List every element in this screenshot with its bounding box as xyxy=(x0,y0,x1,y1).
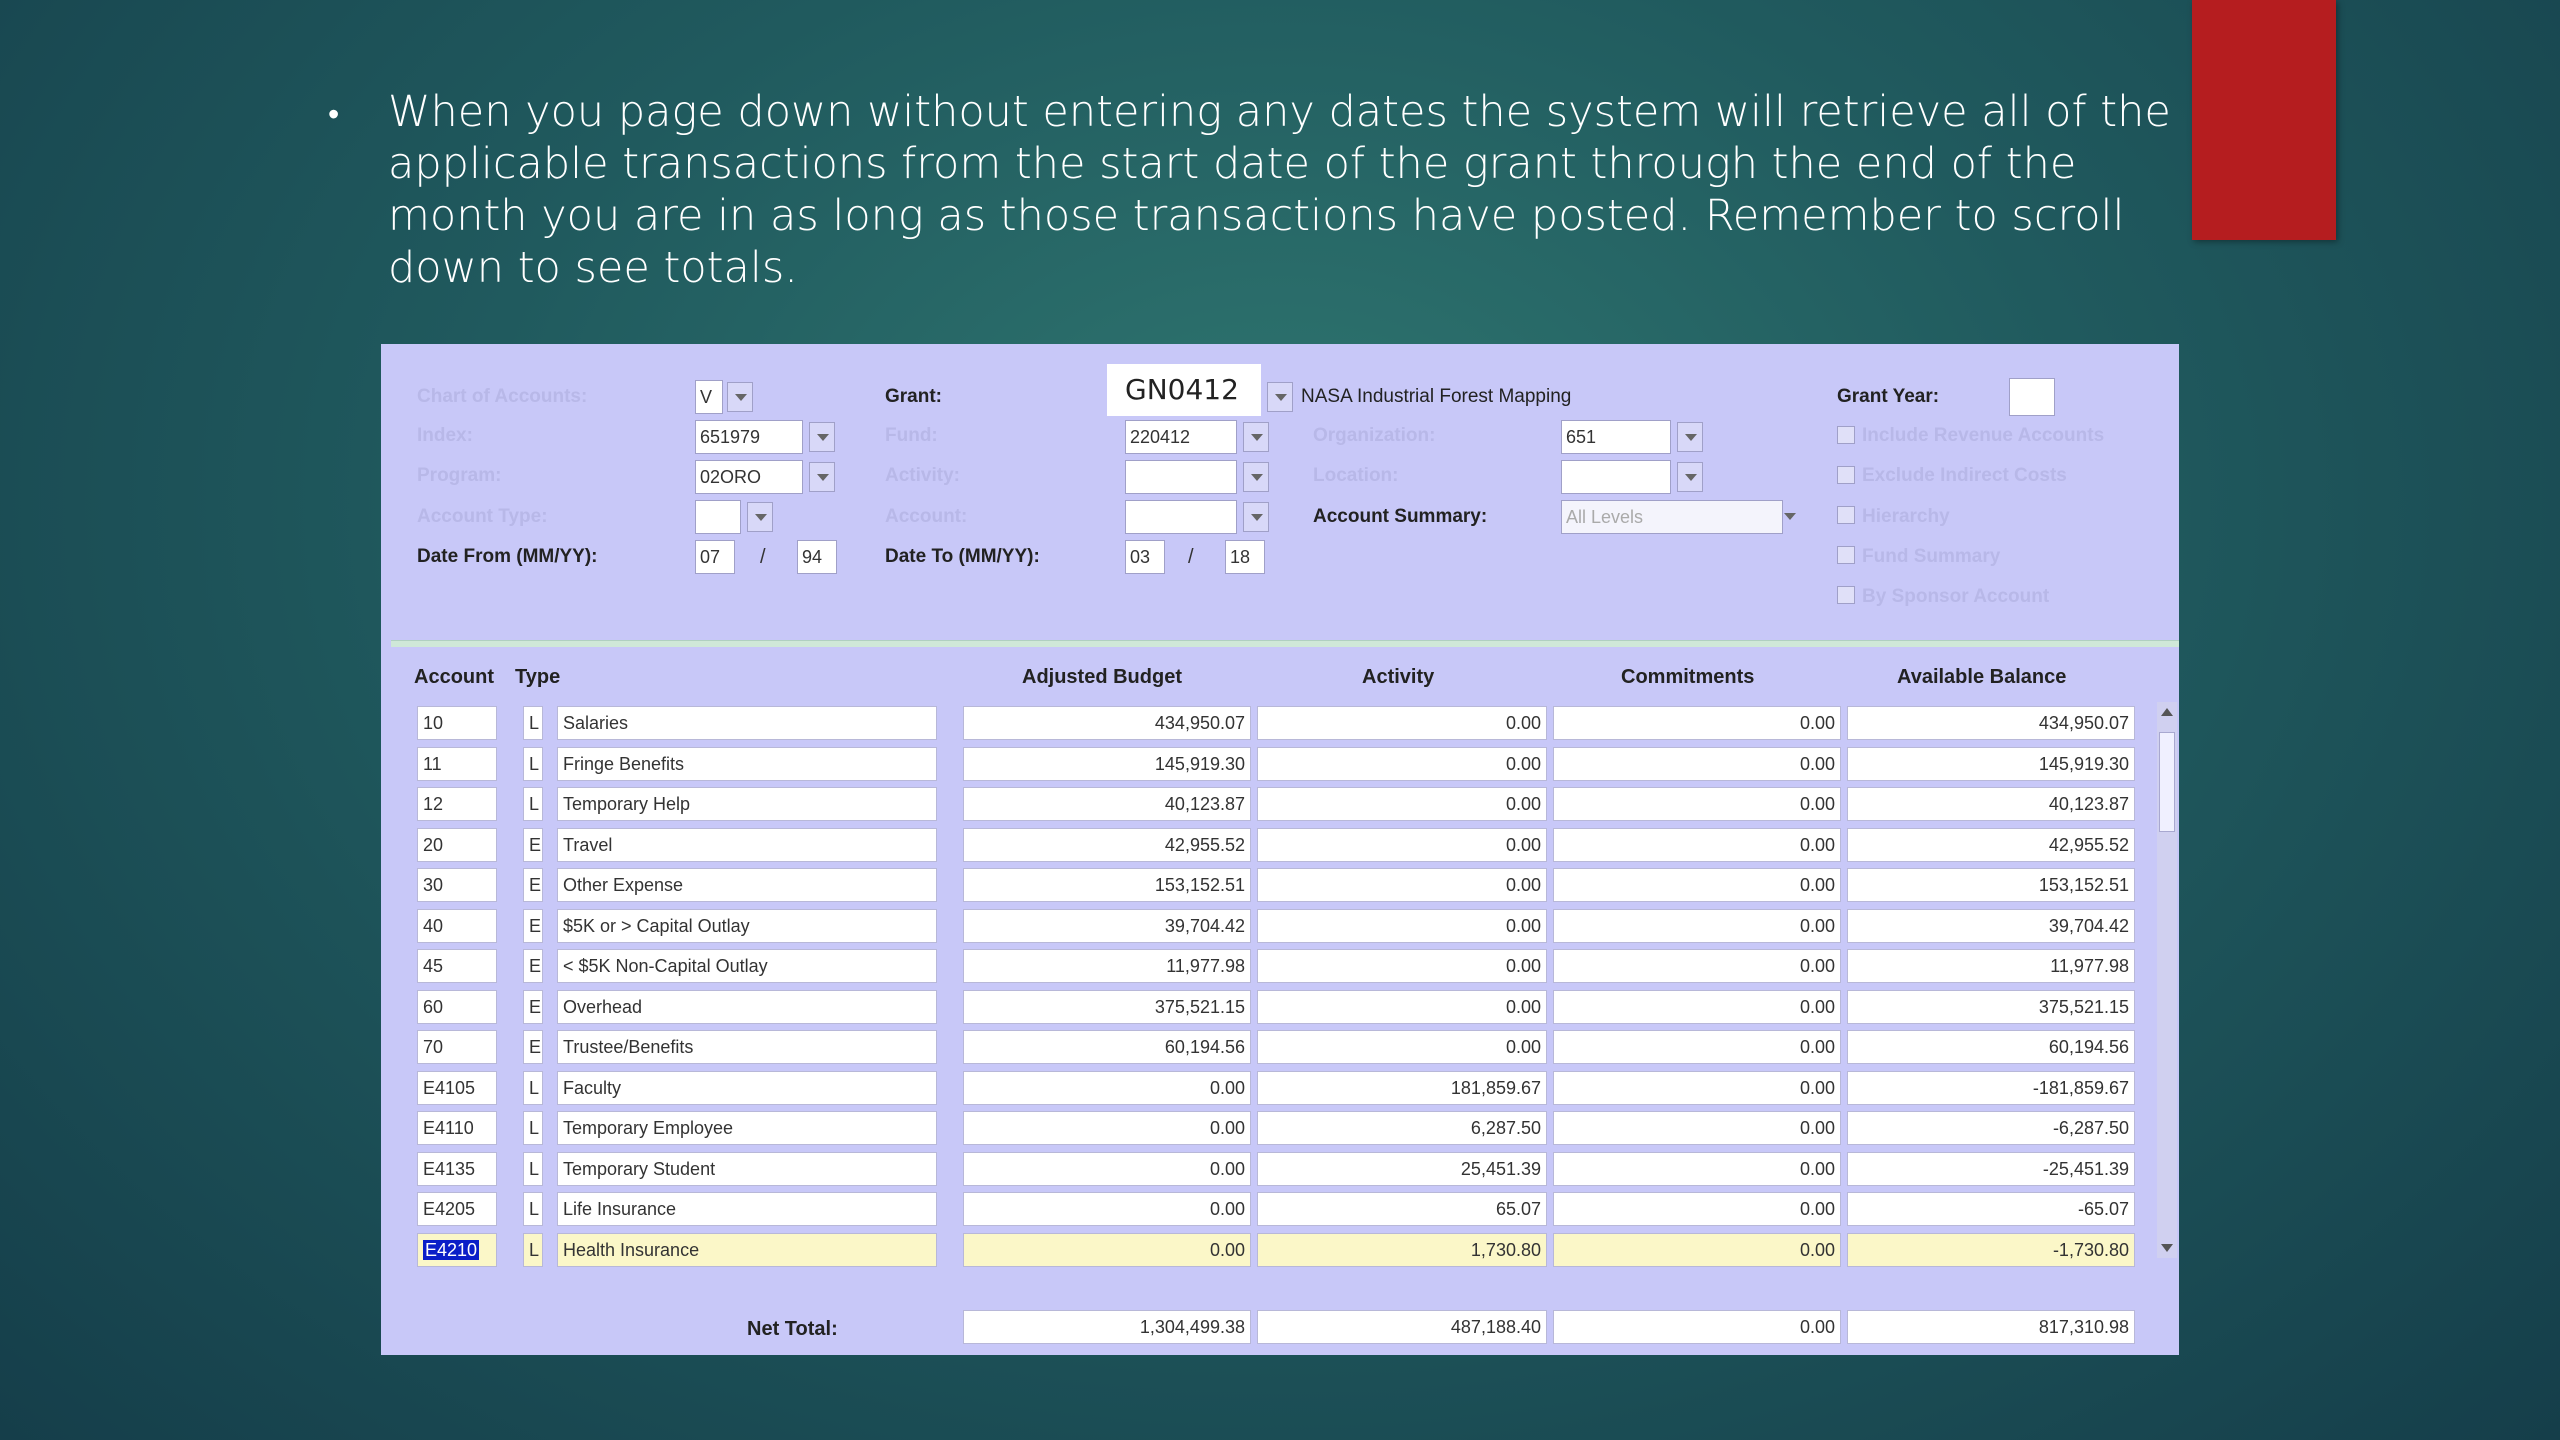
type-cell[interactable]: L xyxy=(523,747,543,781)
description-cell[interactable]: Faculty xyxy=(557,1071,937,1105)
organization-label: Organization: xyxy=(1313,425,1436,446)
description-cell[interactable]: Salaries xyxy=(557,706,937,740)
program-label: Program: xyxy=(417,465,502,486)
available-balance-cell[interactable]: -65.07 xyxy=(1847,1192,2135,1226)
grant-field[interactable]: GN0412 xyxy=(1107,364,1261,416)
hierarchy-checkbox[interactable] xyxy=(1837,506,1855,524)
commitments-cell[interactable]: 0.00 xyxy=(1553,1233,1841,1267)
scroll-down-icon[interactable] xyxy=(2161,1244,2173,1252)
available-balance-cell[interactable]: 153,152.51 xyxy=(1847,868,2135,902)
commitments-cell[interactable]: 0.00 xyxy=(1553,747,1841,781)
description-cell[interactable]: Fringe Benefits xyxy=(557,747,937,781)
type-cell[interactable]: L xyxy=(523,787,543,821)
account-type-field[interactable] xyxy=(695,500,741,534)
available-balance-cell[interactable]: 434,950.07 xyxy=(1847,706,2135,740)
available-balance-cell[interactable]: 60,194.56 xyxy=(1847,1030,2135,1064)
activity-cell[interactable]: 181,859.67 xyxy=(1257,1071,1547,1105)
table-row[interactable] xyxy=(381,868,2179,904)
grant-dropdown-icon[interactable] xyxy=(1267,382,1293,412)
index-dropdown-icon[interactable] xyxy=(809,422,835,452)
available-balance-cell[interactable]: -1,730.80 xyxy=(1847,1233,2135,1267)
fund-label: Fund: xyxy=(885,425,938,446)
commitments-cell[interactable]: 0.00 xyxy=(1553,1111,1841,1145)
activity-dropdown-icon[interactable] xyxy=(1243,462,1269,492)
available-balance-cell[interactable]: -25,451.39 xyxy=(1847,1152,2135,1186)
description-cell[interactable]: $5K or > Capital Outlay xyxy=(557,909,937,943)
activity-cell[interactable]: 0.00 xyxy=(1257,949,1547,983)
account-type-dropdown-icon[interactable] xyxy=(747,502,773,532)
description-cell[interactable]: Trustee/Benefits xyxy=(557,1030,937,1064)
table-row[interactable] xyxy=(381,990,2179,1026)
account-summary-label: Account Summary: xyxy=(1313,506,1488,527)
activity-cell[interactable]: 0.00 xyxy=(1257,828,1547,862)
table-row[interactable] xyxy=(381,706,2179,742)
net-total-balance: 817,310.98 xyxy=(1847,1310,2135,1344)
activity-cell[interactable]: 6,287.50 xyxy=(1257,1111,1547,1145)
commitments-cell[interactable]: 0.00 xyxy=(1553,1192,1841,1226)
net-total-activity: 487,188.40 xyxy=(1257,1310,1547,1344)
account-cell[interactable]: 40 xyxy=(417,909,497,943)
table-row[interactable] xyxy=(381,1111,2179,1147)
location-label: Location: xyxy=(1313,465,1399,486)
activity-cell[interactable]: 1,730.80 xyxy=(1257,1233,1547,1267)
description-cell[interactable]: Temporary Help xyxy=(557,787,937,821)
adjusted-budget-cell[interactable]: 60,194.56 xyxy=(963,1030,1251,1064)
activity-cell[interactable]: 65.07 xyxy=(1257,1192,1547,1226)
description-cell[interactable]: Other Expense xyxy=(557,868,937,902)
program-field[interactable]: 02ORO xyxy=(695,460,803,494)
date-from-slash: / xyxy=(760,546,766,568)
account-cell[interactable]: E4135 xyxy=(417,1152,497,1186)
table-row[interactable] xyxy=(381,1152,2179,1188)
adjusted-budget-cell[interactable]: 0.00 xyxy=(963,1192,1251,1226)
header-type: Type xyxy=(515,666,561,688)
table-row[interactable] xyxy=(381,1192,2179,1228)
account-summary-dropdown-icon[interactable] xyxy=(1777,502,1803,532)
date-from-label: Date From (MM/YY): xyxy=(417,546,598,567)
include-revenue-checkbox[interactable] xyxy=(1837,426,1855,444)
activity-cell[interactable]: 0.00 xyxy=(1257,747,1547,781)
adjusted-budget-cell[interactable]: 39,704.42 xyxy=(963,909,1251,943)
activity-cell[interactable]: 25,451.39 xyxy=(1257,1152,1547,1186)
available-balance-cell[interactable]: 42,955.52 xyxy=(1847,828,2135,862)
date-to-year-field[interactable]: 18 xyxy=(1225,540,1265,574)
slide-bullet: • xyxy=(328,96,340,132)
commitments-cell[interactable]: 0.00 xyxy=(1553,1152,1841,1186)
available-balance-cell[interactable]: 40,123.87 xyxy=(1847,787,2135,821)
commitments-cell[interactable]: 0.00 xyxy=(1553,1030,1841,1064)
available-balance-cell[interactable]: 39,704.42 xyxy=(1847,909,2135,943)
date-from-year-field[interactable]: 94 xyxy=(797,540,837,574)
account-cell[interactable]: 12 xyxy=(417,787,497,821)
adjusted-budget-cell[interactable]: 11,977.98 xyxy=(963,949,1251,983)
type-cell[interactable]: L xyxy=(523,1192,543,1226)
header-activity: Activity xyxy=(1362,666,1435,688)
account-cell[interactable]: 11 xyxy=(417,747,497,781)
available-balance-cell[interactable]: -6,287.50 xyxy=(1847,1111,2135,1145)
activity-field[interactable] xyxy=(1125,460,1237,494)
adjusted-budget-cell[interactable]: 0.00 xyxy=(963,1071,1251,1105)
header-account: Account xyxy=(414,666,494,688)
activity-cell[interactable]: 0.00 xyxy=(1257,868,1547,902)
account-cell[interactable]: 45 xyxy=(417,949,497,983)
account-cell[interactable]: E4105 xyxy=(417,1071,497,1105)
organization-field[interactable]: 651 xyxy=(1561,420,1671,454)
section-divider xyxy=(391,640,2179,647)
adjusted-budget-cell[interactable]: 153,152.51 xyxy=(963,868,1251,902)
account-cell[interactable]: 70 xyxy=(417,1030,497,1064)
account-cell[interactable]: 30 xyxy=(417,868,497,902)
account-cell[interactable]: 10 xyxy=(417,706,497,740)
grant-inquiry-form xyxy=(381,344,2179,1355)
location-dropdown-icon[interactable] xyxy=(1677,462,1703,492)
type-cell[interactable]: E xyxy=(523,868,543,902)
adjusted-budget-cell[interactable]: 42,955.52 xyxy=(963,828,1251,862)
adjusted-budget-cell[interactable]: 40,123.87 xyxy=(963,787,1251,821)
date-from-month-field[interactable]: 07 xyxy=(695,540,735,574)
type-cell[interactable]: L xyxy=(523,1111,543,1145)
adjusted-budget-cell[interactable]: 0.00 xyxy=(963,1233,1251,1267)
net-total-label: Net Total: xyxy=(747,1318,838,1340)
adjusted-budget-cell[interactable]: 145,919.30 xyxy=(963,747,1251,781)
activity-cell[interactable]: 0.00 xyxy=(1257,909,1547,943)
type-cell[interactable]: L xyxy=(523,1071,543,1105)
header-adjusted-budget: Adjusted Budget xyxy=(1022,666,1182,688)
chart-of-accounts-dropdown-icon[interactable] xyxy=(727,382,753,412)
scroll-thumb[interactable] xyxy=(2159,732,2175,832)
chart-of-accounts-field[interactable]: V xyxy=(695,380,723,414)
slide-text: When you page down without entering any dates the system will retrieve all of the applicable transactions from the start date of the grant through the end of the month you are in as long as those transactions have posted. Remember to scroll down to see totals. xyxy=(388,87,2171,293)
type-cell[interactable]: E xyxy=(523,1030,543,1064)
fund-summary-checkbox[interactable] xyxy=(1837,546,1855,564)
fund-dropdown-icon[interactable] xyxy=(1243,422,1269,452)
type-cell[interactable]: E xyxy=(523,990,543,1024)
commitments-cell[interactable]: 0.00 xyxy=(1553,990,1841,1024)
commitments-cell[interactable]: 0.00 xyxy=(1553,828,1841,862)
activity-cell[interactable]: 0.00 xyxy=(1257,706,1547,740)
account-label: Account: xyxy=(885,506,968,527)
activity-cell[interactable]: 0.00 xyxy=(1257,990,1547,1024)
table-row[interactable] xyxy=(381,949,2179,985)
description-cell[interactable]: Travel xyxy=(557,828,937,862)
grant-year-field[interactable] xyxy=(2009,378,2055,416)
description-cell[interactable]: < $5K Non-Capital Outlay xyxy=(557,949,937,983)
table-row[interactable] xyxy=(381,909,2179,945)
description-cell[interactable]: Temporary Student xyxy=(557,1152,937,1186)
account-cell[interactable]: 20 xyxy=(417,828,497,862)
grant-description: NASA Industrial Forest Mapping xyxy=(1301,386,1572,407)
account-cell[interactable] xyxy=(417,1233,497,1267)
exclude-indirect-label: Exclude Indirect Costs xyxy=(1862,465,2067,486)
organization-dropdown-icon[interactable] xyxy=(1677,422,1703,452)
red-accent-block xyxy=(2192,0,2336,240)
commitments-cell[interactable]: 0.00 xyxy=(1553,949,1841,983)
type-cell[interactable]: L xyxy=(523,1233,543,1267)
hierarchy-label: Hierarchy xyxy=(1862,506,1950,527)
by-sponsor-label: By Sponsor Account xyxy=(1862,586,2050,607)
exclude-indirect-checkbox[interactable] xyxy=(1837,466,1855,484)
adjusted-budget-cell[interactable]: 375,521.15 xyxy=(963,990,1251,1024)
description-cell[interactable]: Overhead xyxy=(557,990,937,1024)
type-cell[interactable]: L xyxy=(523,706,543,740)
type-cell[interactable]: E xyxy=(523,949,543,983)
adjusted-budget-cell[interactable]: 0.00 xyxy=(963,1152,1251,1186)
table-row[interactable] xyxy=(381,1071,2179,1107)
available-balance-cell[interactable]: 11,977.98 xyxy=(1847,949,2135,983)
grant-label: Grant: xyxy=(885,386,942,407)
account-cell[interactable]: 60 xyxy=(417,990,497,1024)
account-summary-select[interactable]: All Levels xyxy=(1561,500,1783,534)
table-scrollbar[interactable] xyxy=(2157,702,2177,1258)
date-to-month-field[interactable]: 03 xyxy=(1125,540,1165,574)
available-balance-cell[interactable]: 145,919.30 xyxy=(1847,747,2135,781)
type-cell[interactable]: L xyxy=(523,1152,543,1186)
index-field[interactable]: 651979 xyxy=(695,420,803,454)
commitments-cell[interactable]: 0.00 xyxy=(1553,787,1841,821)
scroll-up-icon[interactable] xyxy=(2161,708,2173,716)
commitments-cell[interactable]: 0.00 xyxy=(1553,706,1841,740)
description-cell[interactable]: Life Insurance xyxy=(557,1192,937,1226)
account-dropdown-icon[interactable] xyxy=(1243,502,1269,532)
header-available-balance: Available Balance xyxy=(1897,666,2067,688)
header-commitments: Commitments xyxy=(1621,666,1755,688)
table-row[interactable] xyxy=(381,1030,2179,1066)
type-cell[interactable]: E xyxy=(523,909,543,943)
net-total-commitments: 0.00 xyxy=(1553,1310,1841,1344)
activity-cell[interactable]: 0.00 xyxy=(1257,1030,1547,1064)
adjusted-budget-cell[interactable]: 0.00 xyxy=(963,1111,1251,1145)
description-cell[interactable]: Temporary Employee xyxy=(557,1111,937,1145)
description-cell[interactable]: Health Insurance xyxy=(557,1233,937,1267)
table-row[interactable] xyxy=(381,787,2179,823)
available-balance-cell[interactable]: 375,521.15 xyxy=(1847,990,2135,1024)
activity-cell[interactable]: 0.00 xyxy=(1257,787,1547,821)
location-field[interactable] xyxy=(1561,460,1671,494)
commitments-cell[interactable]: 0.00 xyxy=(1553,1071,1841,1105)
chart-of-accounts-label: Chart of Accounts: xyxy=(417,386,588,407)
date-to-label: Date To (MM/YY): xyxy=(885,546,1040,567)
account-cell[interactable]: E4205 xyxy=(417,1192,497,1226)
account-field[interactable] xyxy=(1125,500,1237,534)
table-row[interactable] xyxy=(381,1233,2179,1269)
net-total-budget: 1,304,499.38 xyxy=(963,1310,1251,1344)
index-label: Index: xyxy=(417,425,473,446)
include-revenue-label: Include Revenue Accounts xyxy=(1862,425,2105,446)
account-type-label: Account Type: xyxy=(417,506,548,527)
activity-label: Activity: xyxy=(885,465,960,486)
date-to-slash: / xyxy=(1188,546,1194,568)
account-cell[interactable]: E4110 xyxy=(417,1111,497,1145)
table-row[interactable] xyxy=(381,747,2179,783)
commitments-cell[interactable]: 0.00 xyxy=(1553,868,1841,902)
table-row[interactable] xyxy=(381,828,2179,864)
commitments-cell[interactable]: 0.00 xyxy=(1553,909,1841,943)
fund-field[interactable]: 220412 xyxy=(1125,420,1237,454)
program-dropdown-icon[interactable] xyxy=(809,462,835,492)
grant-year-label: Grant Year: xyxy=(1837,386,1940,407)
by-sponsor-checkbox[interactable] xyxy=(1837,586,1855,604)
fund-summary-label: Fund Summary xyxy=(1862,546,2001,567)
adjusted-budget-cell[interactable]: 434,950.07 xyxy=(963,706,1251,740)
selected-account-text: E4210 xyxy=(425,1239,478,1260)
available-balance-cell[interactable]: -181,859.67 xyxy=(1847,1071,2135,1105)
type-cell[interactable]: E xyxy=(523,828,543,862)
